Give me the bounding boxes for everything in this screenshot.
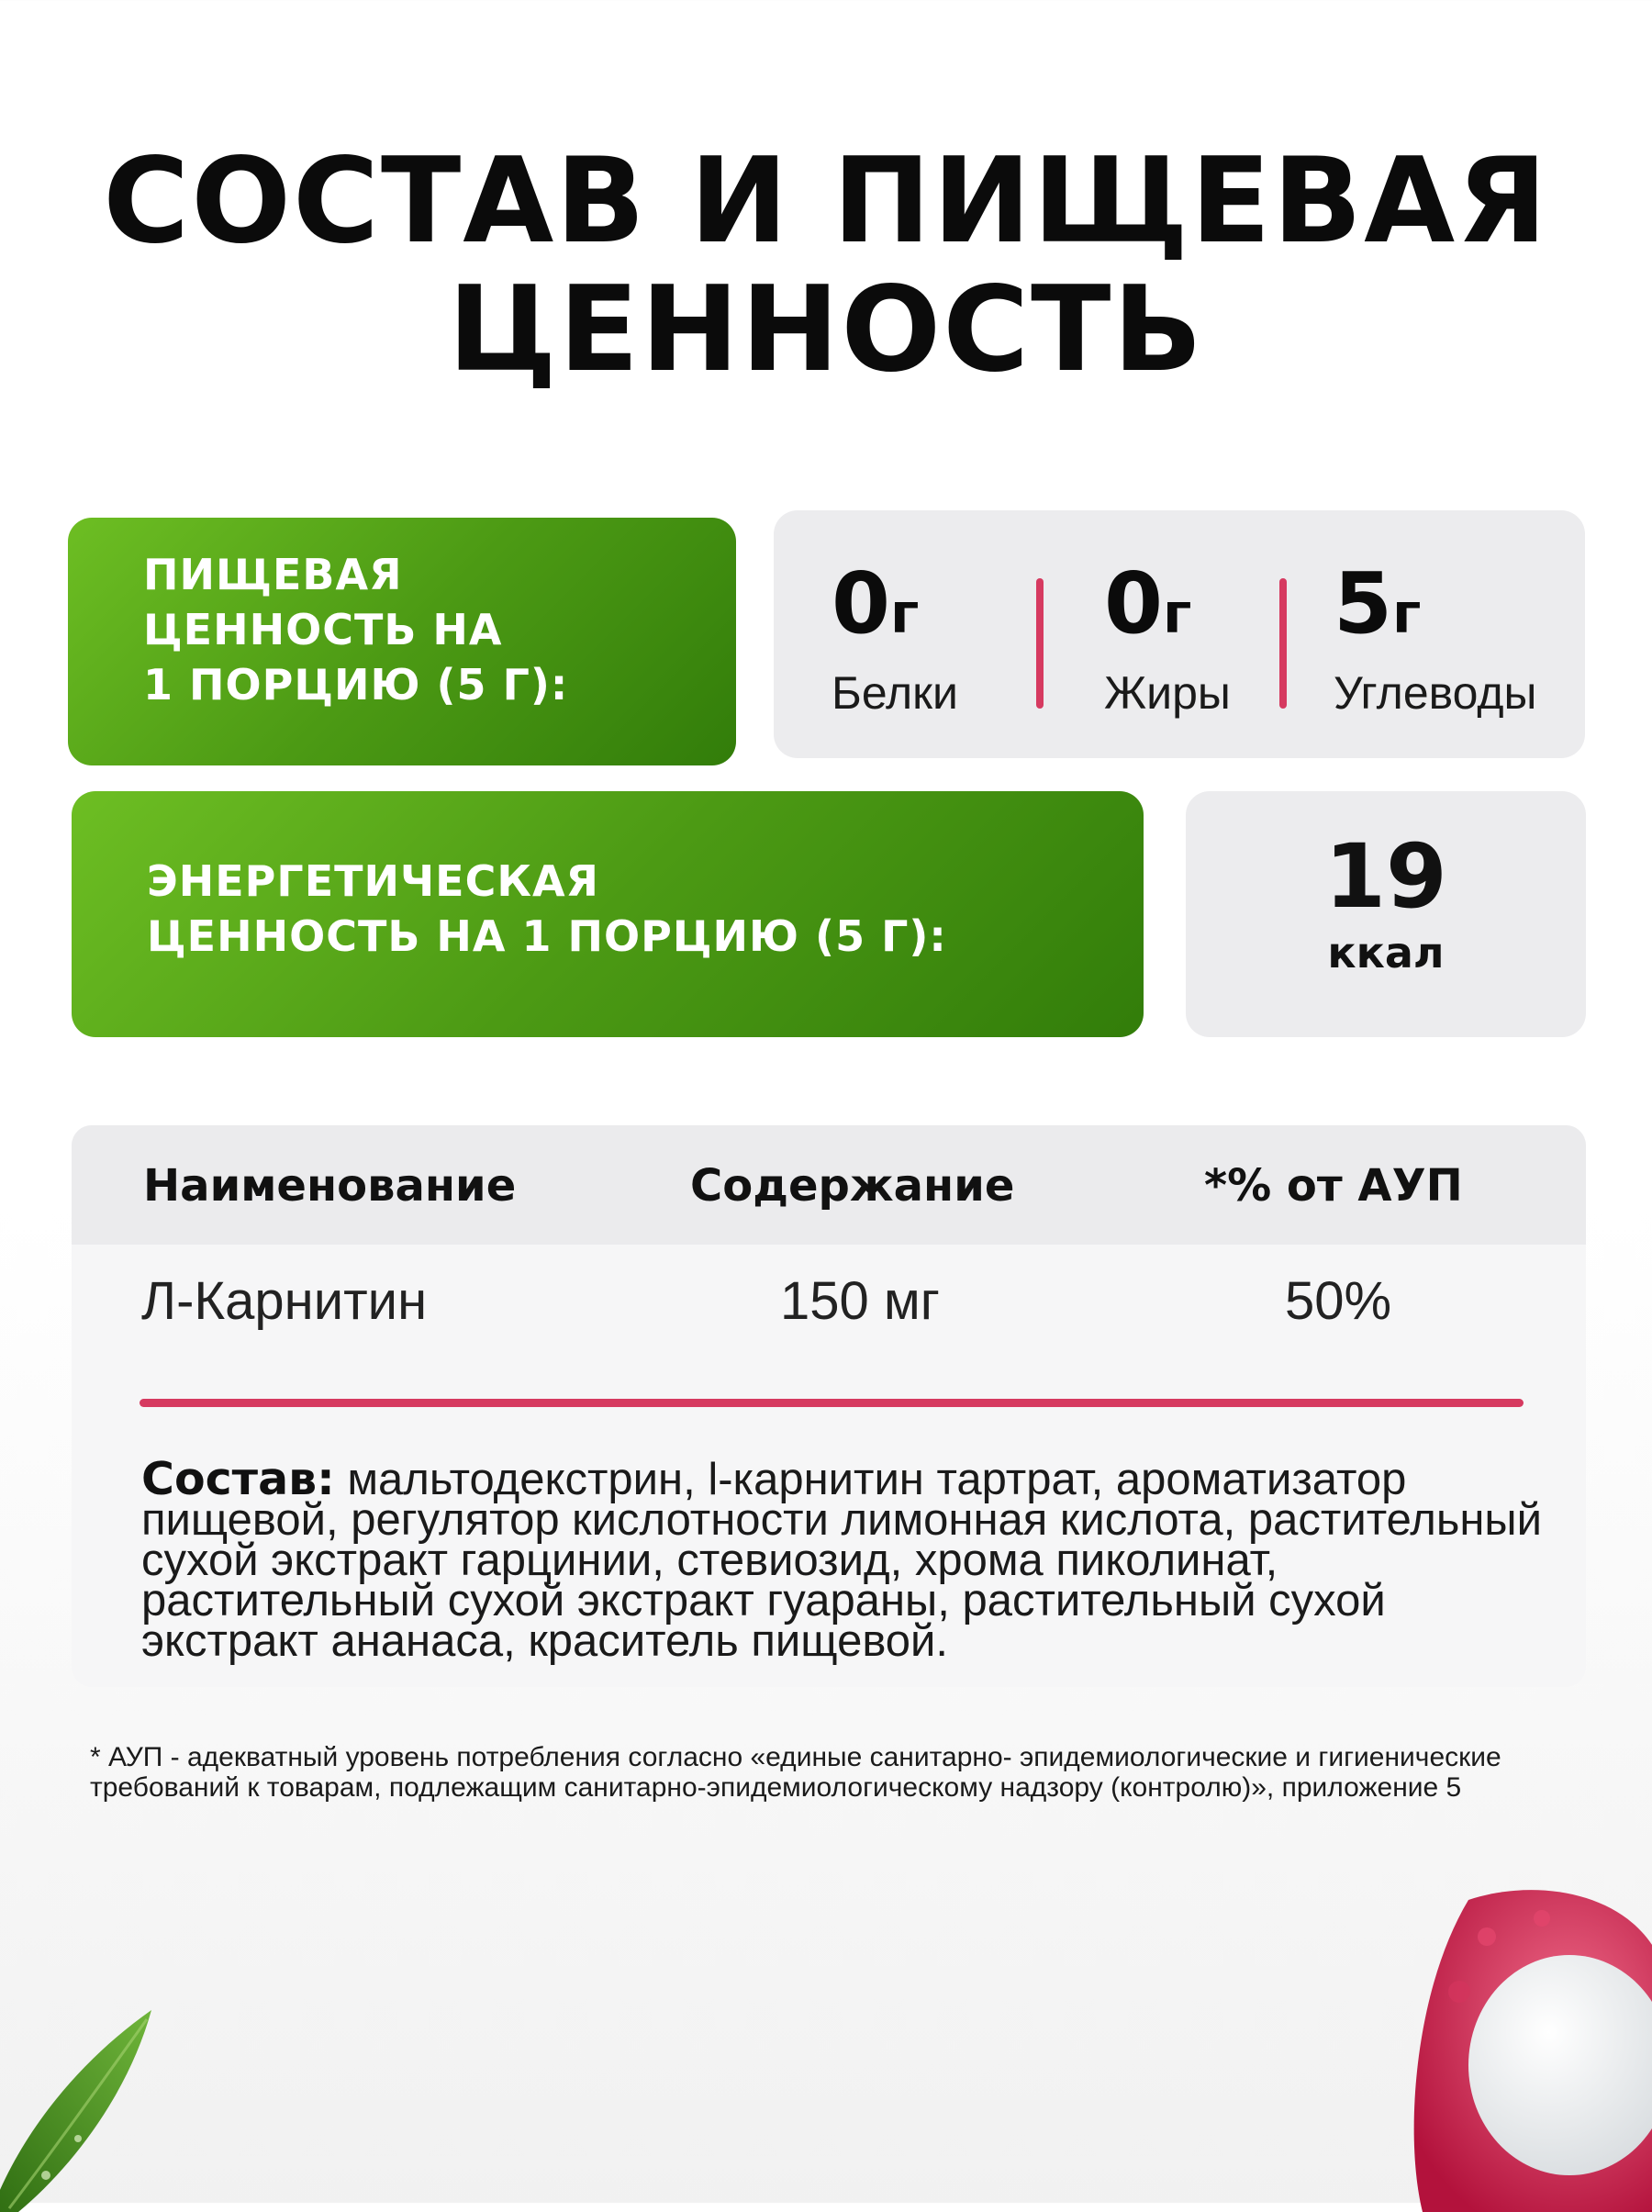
composition-body: мальтодекстрин, l-карнитин тартрат, ароматизатор пищевой, регулятор кислотности лимонная кислота, растительный сухой экстракт гарцинии, стевиозид, хрома пиколинат, растительный сухой экстракт гуараны, растительный сухой экстракт ананаса, краситель пищевой. [141, 1455, 1543, 1666]
title-line-1: СОСТАВ И ПИЩЕВАЯ [103, 133, 1549, 270]
macro-protein [832, 554, 958, 721]
row-content: 150 мг [780, 1271, 940, 1331]
serving-label-line-3: 1 ПОРЦИЮ (5 Г): [143, 660, 569, 709]
energy-label-card [72, 791, 1144, 1037]
title-line-2: ЦЕННОСТЬ [447, 262, 1205, 398]
macro-fat [1104, 554, 1231, 721]
energy-value-card [1186, 791, 1586, 1037]
composition-label: Состав: [141, 1453, 335, 1505]
macros-card [774, 510, 1585, 758]
macro-fat-name: Жиры [1104, 667, 1231, 719]
macro-divider [1279, 578, 1287, 709]
macro-carbs-value: 5г [1334, 554, 1422, 653]
table-divider-line [140, 1399, 1524, 1407]
macro-fat-value: 0г [1104, 554, 1192, 653]
row-name: Л-Карнитин [141, 1271, 428, 1331]
page-title [0, 133, 1652, 398]
energy-label [147, 854, 1065, 964]
serving-label-card [68, 518, 736, 765]
energy-unit: ккал [1327, 928, 1445, 978]
header-aup: *% от АУП [1204, 1160, 1463, 1212]
composition-text [141, 1453, 1555, 1666]
serving-label-line-2: ЦЕННОСТЬ НА [143, 605, 503, 654]
footnote: * АУП - адекватный уровень потребления согласно «единые санитарно- эпидемиологические и гигиенические требований к товарам, подлежащим санитарно-эпидемиологическому надзору (контролю)», приложение 5 [90, 1742, 1501, 1803]
lychee-image [1404, 1882, 1652, 2212]
energy-value: 19 [1324, 825, 1447, 928]
macro-carbs [1334, 554, 1537, 721]
macro-divider [1036, 578, 1044, 709]
ingredients-table [72, 1125, 1586, 1687]
macro-carbs-name: Углеводы [1334, 667, 1537, 719]
table-header [72, 1125, 1586, 1245]
macro-protein-value: 0г [832, 554, 920, 653]
header-name: Наименование [143, 1160, 517, 1212]
header-content: Содержание [690, 1160, 1015, 1212]
energy-label-line-2: ЦЕННОСТЬ НА 1 ПОРЦИЮ (5 Г): [147, 911, 947, 961]
macro-protein-name: Белки [832, 667, 958, 719]
leaf-image [0, 1992, 211, 2212]
serving-label-line-1: ПИЩЕВАЯ [143, 550, 403, 599]
serving-label [143, 547, 694, 712]
row-aup: 50% [1285, 1271, 1392, 1331]
energy-label-line-1: ЭНЕРГЕТИЧЕСКАЯ [147, 856, 599, 906]
